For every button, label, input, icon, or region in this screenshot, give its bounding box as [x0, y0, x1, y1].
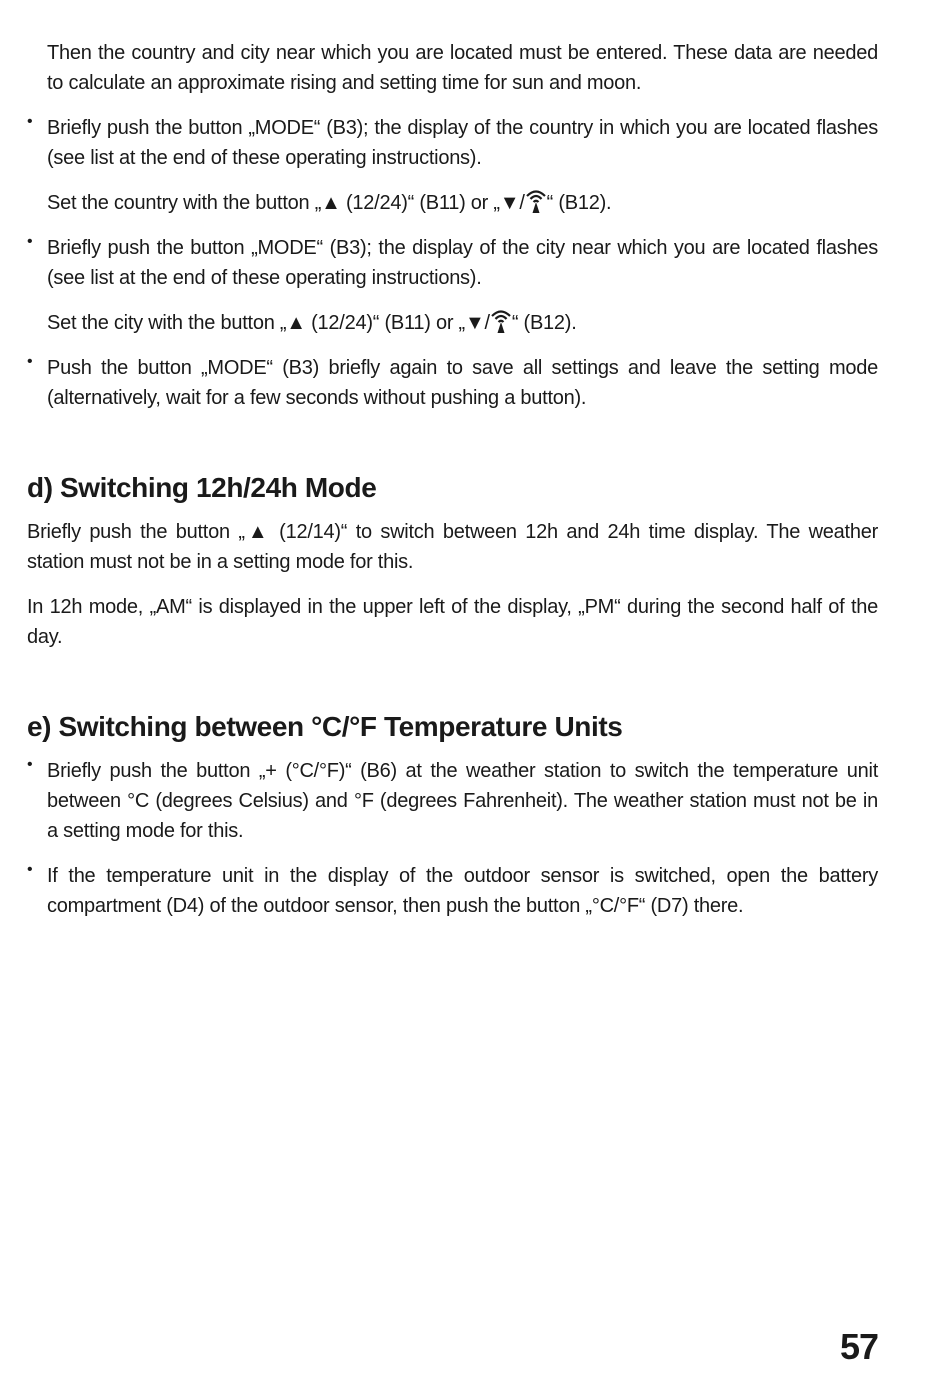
section-e-heading: e) Switching between °C/°F Temperature Units — [27, 711, 623, 742]
bullet-marker: • — [27, 861, 33, 878]
bullet-item-save — [27, 353, 878, 413]
bullet-marker: • — [27, 353, 33, 370]
bullet-item-outdoor-sensor — [27, 861, 878, 921]
section-d-heading: d) Switching 12h/24h Mode — [27, 472, 377, 503]
bullet-text: Briefly push the button „MODE“ (B3); the display of the country in which you are located flashes (see list at the end of these operating instructions). — [47, 117, 878, 169]
bullet-text: Briefly push the button „+ (°C/°F)“ (B6) at the weather station to switch the temperature unit between °C (degrees Celsius) and °F (degrees Fahrenheit). The weather station must not be in a setting mode for this. — [47, 760, 878, 842]
set-city-instruction — [27, 308, 878, 338]
radio-signal-icon — [525, 188, 547, 214]
bullet-item-city — [27, 233, 878, 293]
bullet-marker: • — [27, 233, 33, 250]
set-city-text-end: “ (B12). — [511, 312, 577, 334]
set-city-text: Set the city with the button „▲ (12/24)“ (B11) or „▼/ — [47, 312, 490, 334]
bullet-text: Push the button „MODE“ (B3) briefly again to save all settings and leave the setting mode (alternatively, wait for a few seconds without pushing a button). — [47, 357, 878, 409]
bullet-text: If the temperature unit in the display of the outdoor sensor is switched, open the battery compartment (D4) of the outdoor sensor, then push the button „°C/°F“ (D7) there. — [47, 865, 878, 917]
set-country-text-end: “ (B12). — [546, 192, 612, 214]
bullet-marker: • — [27, 756, 33, 773]
bullet-item-country — [27, 113, 878, 173]
bullet-marker: • — [27, 113, 33, 130]
manual-page — [27, 38, 878, 936]
bullet-item-temperature-unit — [27, 756, 878, 846]
radio-signal-icon — [490, 308, 512, 334]
section-d-paragraph-2: In 12h mode, „AM“ is displayed in the upper left of the display, „PM“ during the second half of the day. — [27, 596, 878, 648]
section-d-paragraph-1: Briefly push the button „▲ (12/14)“ to switch between 12h and 24h time display. The weather station must not be in a setting mode for this. — [27, 521, 878, 573]
set-country-instruction — [27, 188, 878, 218]
set-country-text: Set the country with the button „▲ (12/24)“ (B11) or „▼/ — [47, 192, 525, 214]
bullet-text: Briefly push the button „MODE“ (B3); the display of the city near which you are located flashes (see list at the end of these operating instructions). — [47, 237, 878, 289]
page-number: 57 — [839, 1326, 878, 1367]
intro-paragraph: Then the country and city near which you are located must be entered. These data are needed to calculate an approximate rising and setting time for sun and moon. — [47, 42, 878, 94]
